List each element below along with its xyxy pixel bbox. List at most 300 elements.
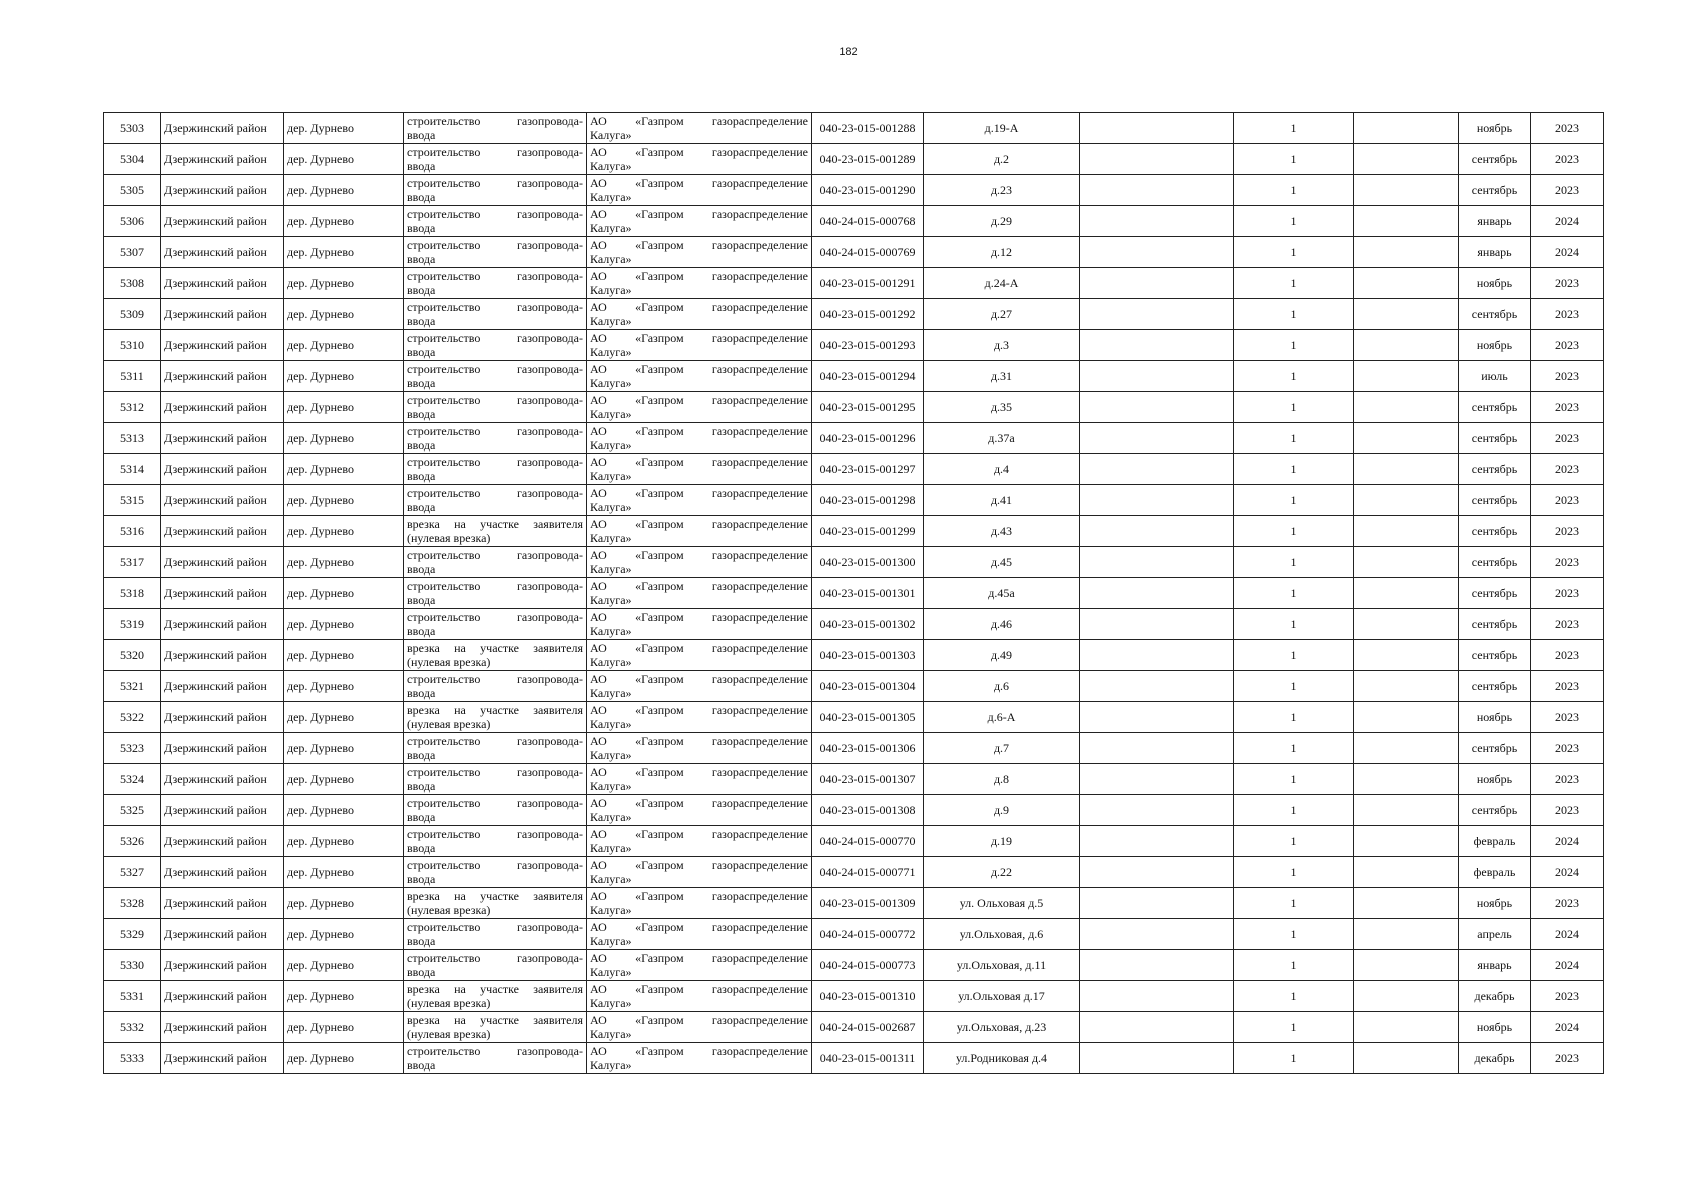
- organization-line-1: АО «Газпром газораспределение: [590, 1013, 808, 1027]
- work-type-cell: [404, 113, 587, 144]
- table-row: [104, 144, 1604, 175]
- work-type-line-2: ввода: [407, 562, 436, 576]
- organization-line-1: АО «Газпром газораспределение: [590, 145, 808, 159]
- table-row: [104, 1043, 1604, 1074]
- work-type-line-1: строительство газопровода-: [407, 331, 583, 345]
- organization-line-1: АО «Газпром газораспределение: [590, 207, 808, 221]
- year-cell: 2023: [1531, 330, 1604, 361]
- organization-line-2: Калуга»: [590, 562, 632, 576]
- organization-line-2: Калуга»: [590, 469, 632, 483]
- work-type-cell: [404, 330, 587, 361]
- empty-cell: [1354, 981, 1459, 1012]
- organization-line-2: Калуга»: [590, 221, 632, 235]
- work-type-line-2: ввода: [407, 376, 436, 390]
- organization-cell: [587, 888, 812, 919]
- empty-cell: [1354, 423, 1459, 454]
- address-cell: ул.Родниковая д.4: [924, 1043, 1080, 1074]
- district-cell: Дзержинский район: [161, 950, 284, 981]
- empty-cell: [1354, 206, 1459, 237]
- organization-line-2: Калуга»: [590, 407, 632, 421]
- month-cell: сентябрь: [1459, 144, 1531, 175]
- organization-line-2: Калуга»: [590, 655, 632, 669]
- work-type-line-1: врезка на участке заявителя: [407, 641, 583, 655]
- application-code-cell: 040-23-015-001301: [812, 578, 924, 609]
- organization-line-1: АО «Газпром газораспределение: [590, 796, 808, 810]
- year-cell: 2023: [1531, 671, 1604, 702]
- quantity-cell: 1: [1234, 733, 1354, 764]
- organization-line-2: Калуга»: [590, 903, 632, 917]
- village-cell: дер. Дурнево: [284, 299, 404, 330]
- village-cell: дер. Дурнево: [284, 516, 404, 547]
- address-cell: ул.Ольховая д.17: [924, 981, 1080, 1012]
- empty-cell: [1080, 330, 1234, 361]
- row-number-cell: 5317: [104, 547, 161, 578]
- empty-cell: [1354, 485, 1459, 516]
- table-row: [104, 206, 1604, 237]
- month-cell: сентябрь: [1459, 609, 1531, 640]
- work-type-line-1: строительство газопровода-: [407, 610, 583, 624]
- empty-cell: [1080, 764, 1234, 795]
- work-type-line-2: ввода: [407, 438, 436, 452]
- organization-line-1: АО «Газпром газораспределение: [590, 362, 808, 376]
- year-cell: 2023: [1531, 361, 1604, 392]
- work-type-line-1: строительство газопровода-: [407, 920, 583, 934]
- work-type-line-2: ввода: [407, 779, 436, 793]
- work-type-cell: [404, 485, 587, 516]
- empty-cell: [1354, 330, 1459, 361]
- empty-cell: [1354, 919, 1459, 950]
- address-cell: ул. Ольховая д.5: [924, 888, 1080, 919]
- empty-cell: [1354, 237, 1459, 268]
- year-cell: 2024: [1531, 826, 1604, 857]
- address-cell: ул.Ольховая, д.23: [924, 1012, 1080, 1043]
- village-cell: дер. Дурнево: [284, 392, 404, 423]
- work-type-line-1: строительство газопровода-: [407, 269, 583, 283]
- organization-line-2: Калуга»: [590, 841, 632, 855]
- work-type-line-2: ввода: [407, 500, 436, 514]
- application-code-cell: 040-23-015-001302: [812, 609, 924, 640]
- work-type-line-1: строительство газопровода-: [407, 393, 583, 407]
- address-cell: д.12: [924, 237, 1080, 268]
- organization-line-2: Калуга»: [590, 314, 632, 328]
- organization-line-1: АО «Газпром газораспределение: [590, 548, 808, 562]
- month-cell: сентябрь: [1459, 454, 1531, 485]
- work-type-cell: [404, 423, 587, 454]
- address-cell: д.27: [924, 299, 1080, 330]
- address-cell: д.2: [924, 144, 1080, 175]
- year-cell: 2023: [1531, 609, 1604, 640]
- work-type-line-2: ввода: [407, 314, 436, 328]
- work-type-line-2: ввода: [407, 965, 436, 979]
- table-row: [104, 702, 1604, 733]
- work-type-line-1: строительство газопровода-: [407, 579, 583, 593]
- village-cell: дер. Дурнево: [284, 919, 404, 950]
- organization-cell: [587, 1043, 812, 1074]
- empty-cell: [1080, 702, 1234, 733]
- table-body: [104, 113, 1604, 1074]
- work-type-cell: [404, 640, 587, 671]
- work-type-cell: [404, 268, 587, 299]
- quantity-cell: 1: [1234, 1043, 1354, 1074]
- quantity-cell: 1: [1234, 454, 1354, 485]
- work-type-line-2: ввода: [407, 407, 436, 421]
- district-cell: Дзержинский район: [161, 981, 284, 1012]
- organization-cell: [587, 671, 812, 702]
- organization-cell: [587, 423, 812, 454]
- address-cell: д.6-А: [924, 702, 1080, 733]
- village-cell: дер. Дурнево: [284, 113, 404, 144]
- application-code-cell: 040-24-015-000773: [812, 950, 924, 981]
- empty-cell: [1354, 547, 1459, 578]
- village-cell: дер. Дурнево: [284, 826, 404, 857]
- district-cell: Дзержинский район: [161, 423, 284, 454]
- district-cell: Дзержинский район: [161, 1012, 284, 1043]
- row-number-cell: 5308: [104, 268, 161, 299]
- organization-line-2: Калуга»: [590, 593, 632, 607]
- application-code-cell: 040-23-015-001299: [812, 516, 924, 547]
- village-cell: дер. Дурнево: [284, 795, 404, 826]
- empty-cell: [1354, 454, 1459, 485]
- table-row: [104, 237, 1604, 268]
- table-row: [104, 919, 1604, 950]
- month-cell: сентябрь: [1459, 175, 1531, 206]
- quantity-cell: 1: [1234, 547, 1354, 578]
- work-type-line-2: (нулевая врезка): [407, 531, 491, 545]
- organization-cell: [587, 640, 812, 671]
- organization-cell: [587, 268, 812, 299]
- row-number-cell: 5306: [104, 206, 161, 237]
- year-cell: 2023: [1531, 547, 1604, 578]
- village-cell: дер. Дурнево: [284, 144, 404, 175]
- empty-cell: [1080, 981, 1234, 1012]
- address-cell: д.9: [924, 795, 1080, 826]
- organization-line-2: Калуга»: [590, 345, 632, 359]
- application-code-cell: 040-24-015-000772: [812, 919, 924, 950]
- village-cell: дер. Дурнево: [284, 268, 404, 299]
- organization-line-2: Калуга»: [590, 283, 632, 297]
- work-type-line-2: ввода: [407, 159, 436, 173]
- village-cell: дер. Дурнево: [284, 671, 404, 702]
- month-cell: ноябрь: [1459, 1012, 1531, 1043]
- work-type-cell: [404, 950, 587, 981]
- year-cell: 2023: [1531, 795, 1604, 826]
- organization-line-1: АО «Газпром газораспределение: [590, 765, 808, 779]
- organization-line-1: АО «Газпром газораспределение: [590, 486, 808, 500]
- address-cell: д.37а: [924, 423, 1080, 454]
- table-row: [104, 640, 1604, 671]
- year-cell: 2023: [1531, 981, 1604, 1012]
- organization-line-2: Калуга»: [590, 996, 632, 1010]
- organization-cell: [587, 578, 812, 609]
- row-number-cell: 5305: [104, 175, 161, 206]
- village-cell: дер. Дурнево: [284, 609, 404, 640]
- village-cell: дер. Дурнево: [284, 1012, 404, 1043]
- empty-cell: [1354, 764, 1459, 795]
- district-cell: Дзержинский район: [161, 237, 284, 268]
- row-number-cell: 5329: [104, 919, 161, 950]
- empty-cell: [1354, 392, 1459, 423]
- year-cell: 2023: [1531, 268, 1604, 299]
- organization-cell: [587, 144, 812, 175]
- empty-cell: [1080, 888, 1234, 919]
- month-cell: январь: [1459, 206, 1531, 237]
- address-cell: д.4: [924, 454, 1080, 485]
- organization-line-2: Калуга»: [590, 159, 632, 173]
- organization-line-1: АО «Газпром газораспределение: [590, 517, 808, 531]
- table-row: [104, 113, 1604, 144]
- table-row: [104, 950, 1604, 981]
- quantity-cell: 1: [1234, 268, 1354, 299]
- empty-cell: [1080, 733, 1234, 764]
- work-type-line-2: ввода: [407, 748, 436, 762]
- work-type-line-2: (нулевая врезка): [407, 1027, 491, 1041]
- quantity-cell: 1: [1234, 857, 1354, 888]
- district-cell: Дзержинский район: [161, 702, 284, 733]
- address-cell: ул.Ольховая, д.11: [924, 950, 1080, 981]
- application-code-cell: 040-23-015-001306: [812, 733, 924, 764]
- organization-line-1: АО «Газпром газораспределение: [590, 579, 808, 593]
- month-cell: сентябрь: [1459, 423, 1531, 454]
- work-type-line-2: ввода: [407, 686, 436, 700]
- organization-cell: [587, 485, 812, 516]
- district-cell: Дзержинский район: [161, 733, 284, 764]
- village-cell: дер. Дурнево: [284, 175, 404, 206]
- organization-cell: [587, 733, 812, 764]
- work-type-line-1: строительство газопровода-: [407, 734, 583, 748]
- table-row: [104, 609, 1604, 640]
- empty-cell: [1354, 144, 1459, 175]
- work-type-line-1: строительство газопровода-: [407, 114, 583, 128]
- village-cell: дер. Дурнево: [284, 733, 404, 764]
- work-type-cell: [404, 516, 587, 547]
- work-type-line-2: ввода: [407, 934, 436, 948]
- village-cell: дер. Дурнево: [284, 423, 404, 454]
- village-cell: дер. Дурнево: [284, 237, 404, 268]
- district-cell: Дзержинский район: [161, 361, 284, 392]
- application-code-cell: 040-23-015-001290: [812, 175, 924, 206]
- empty-cell: [1354, 640, 1459, 671]
- table-row: [104, 392, 1604, 423]
- year-cell: 2023: [1531, 733, 1604, 764]
- row-number-cell: 5312: [104, 392, 161, 423]
- organization-cell: [587, 795, 812, 826]
- work-type-line-1: врезка на участке заявителя: [407, 703, 583, 717]
- work-type-cell: [404, 454, 587, 485]
- village-cell: дер. Дурнево: [284, 857, 404, 888]
- year-cell: 2023: [1531, 144, 1604, 175]
- row-number-cell: 5307: [104, 237, 161, 268]
- organization-line-1: АО «Газпром газораспределение: [590, 951, 808, 965]
- work-type-line-1: строительство газопровода-: [407, 796, 583, 810]
- month-cell: сентябрь: [1459, 392, 1531, 423]
- organization-line-2: Калуга»: [590, 376, 632, 390]
- quantity-cell: 1: [1234, 981, 1354, 1012]
- quantity-cell: 1: [1234, 206, 1354, 237]
- month-cell: сентябрь: [1459, 547, 1531, 578]
- village-cell: дер. Дурнево: [284, 981, 404, 1012]
- year-cell: 2023: [1531, 640, 1604, 671]
- organization-line-2: Калуга»: [590, 1058, 632, 1072]
- work-type-cell: [404, 702, 587, 733]
- district-cell: Дзержинский район: [161, 392, 284, 423]
- work-type-line-1: строительство газопровода-: [407, 548, 583, 562]
- work-type-cell: [404, 361, 587, 392]
- work-type-line-2: ввода: [407, 128, 436, 142]
- row-number-cell: 5332: [104, 1012, 161, 1043]
- year-cell: 2023: [1531, 516, 1604, 547]
- row-number-cell: 5325: [104, 795, 161, 826]
- work-type-cell: [404, 547, 587, 578]
- quantity-cell: 1: [1234, 113, 1354, 144]
- year-cell: 2023: [1531, 578, 1604, 609]
- work-type-line-2: ввода: [407, 810, 436, 824]
- organization-line-1: АО «Газпром газораспределение: [590, 300, 808, 314]
- work-type-line-1: врезка на участке заявителя: [407, 889, 583, 903]
- year-cell: 2023: [1531, 888, 1604, 919]
- empty-cell: [1080, 206, 1234, 237]
- application-code-cell: 040-23-015-001292: [812, 299, 924, 330]
- empty-cell: [1354, 361, 1459, 392]
- application-code-cell: 040-23-015-001296: [812, 423, 924, 454]
- village-cell: дер. Дурнево: [284, 454, 404, 485]
- application-code-cell: 040-23-015-001309: [812, 888, 924, 919]
- work-type-cell: [404, 981, 587, 1012]
- application-code-cell: 040-24-015-000768: [812, 206, 924, 237]
- organization-cell: [587, 237, 812, 268]
- empty-cell: [1080, 485, 1234, 516]
- organization-cell: [587, 702, 812, 733]
- month-cell: сентябрь: [1459, 516, 1531, 547]
- organization-cell: [587, 547, 812, 578]
- application-code-cell: 040-23-015-001303: [812, 640, 924, 671]
- work-type-cell: [404, 733, 587, 764]
- organization-line-2: Калуга»: [590, 190, 632, 204]
- organization-line-2: Калуга»: [590, 810, 632, 824]
- organization-line-2: Калуга»: [590, 748, 632, 762]
- organization-line-1: АО «Газпром газораспределение: [590, 827, 808, 841]
- table-row: [104, 175, 1604, 206]
- organization-line-1: АО «Газпром газораспределение: [590, 114, 808, 128]
- organization-cell: [587, 113, 812, 144]
- table-row: [104, 547, 1604, 578]
- month-cell: ноябрь: [1459, 888, 1531, 919]
- empty-cell: [1354, 888, 1459, 919]
- empty-cell: [1080, 1012, 1234, 1043]
- organization-line-2: Калуга»: [590, 934, 632, 948]
- row-number-cell: 5311: [104, 361, 161, 392]
- table-row: [104, 268, 1604, 299]
- work-type-cell: [404, 578, 587, 609]
- month-cell: июль: [1459, 361, 1531, 392]
- application-code-cell: 040-23-015-001300: [812, 547, 924, 578]
- empty-cell: [1080, 423, 1234, 454]
- table-row: [104, 888, 1604, 919]
- organization-line-1: АО «Газпром газораспределение: [590, 889, 808, 903]
- month-cell: ноябрь: [1459, 764, 1531, 795]
- work-type-cell: [404, 206, 587, 237]
- organization-cell: [587, 206, 812, 237]
- work-type-cell: [404, 795, 587, 826]
- work-type-line-1: строительство газопровода-: [407, 455, 583, 469]
- table-row: [104, 795, 1604, 826]
- work-type-cell: [404, 175, 587, 206]
- work-type-cell: [404, 764, 587, 795]
- quantity-cell: 1: [1234, 516, 1354, 547]
- empty-cell: [1080, 609, 1234, 640]
- organization-line-1: АО «Газпром газораспределение: [590, 455, 808, 469]
- quantity-cell: 1: [1234, 485, 1354, 516]
- organization-cell: [587, 950, 812, 981]
- work-type-line-2: ввода: [407, 469, 436, 483]
- district-cell: Дзержинский район: [161, 888, 284, 919]
- empty-cell: [1080, 361, 1234, 392]
- work-type-line-2: ввода: [407, 283, 436, 297]
- district-cell: Дзержинский район: [161, 516, 284, 547]
- organization-cell: [587, 981, 812, 1012]
- organization-cell: [587, 1012, 812, 1043]
- work-type-cell: [404, 671, 587, 702]
- empty-cell: [1080, 826, 1234, 857]
- organization-cell: [587, 857, 812, 888]
- row-number-cell: 5324: [104, 764, 161, 795]
- work-type-line-1: врезка на участке заявителя: [407, 982, 583, 996]
- village-cell: дер. Дурнево: [284, 950, 404, 981]
- address-cell: д.49: [924, 640, 1080, 671]
- organization-line-2: Калуга»: [590, 252, 632, 266]
- organization-cell: [587, 609, 812, 640]
- month-cell: сентябрь: [1459, 795, 1531, 826]
- year-cell: 2024: [1531, 206, 1604, 237]
- table-row: [104, 423, 1604, 454]
- quantity-cell: 1: [1234, 423, 1354, 454]
- organization-line-2: Калуга»: [590, 717, 632, 731]
- empty-cell: [1354, 578, 1459, 609]
- row-number-cell: 5333: [104, 1043, 161, 1074]
- application-code-cell: 040-23-015-001298: [812, 485, 924, 516]
- village-cell: дер. Дурнево: [284, 640, 404, 671]
- district-cell: Дзержинский район: [161, 144, 284, 175]
- work-type-line-2: ввода: [407, 872, 436, 886]
- quantity-cell: 1: [1234, 764, 1354, 795]
- organization-line-2: Калуга»: [590, 965, 632, 979]
- quantity-cell: 1: [1234, 702, 1354, 733]
- year-cell: 2023: [1531, 454, 1604, 485]
- quantity-cell: 1: [1234, 1012, 1354, 1043]
- application-code-cell: 040-23-015-001305: [812, 702, 924, 733]
- work-type-cell: [404, 888, 587, 919]
- organization-line-1: АО «Газпром газораспределение: [590, 393, 808, 407]
- work-type-line-1: строительство газопровода-: [407, 486, 583, 500]
- district-cell: Дзержинский район: [161, 206, 284, 237]
- year-cell: 2023: [1531, 423, 1604, 454]
- table-row: [104, 516, 1604, 547]
- district-cell: Дзержинский район: [161, 826, 284, 857]
- row-number-cell: 5326: [104, 826, 161, 857]
- table-row: [104, 578, 1604, 609]
- work-type-cell: [404, 299, 587, 330]
- row-number-cell: 5303: [104, 113, 161, 144]
- village-cell: дер. Дурнево: [284, 1043, 404, 1074]
- district-cell: Дзержинский район: [161, 547, 284, 578]
- empty-cell: [1080, 640, 1234, 671]
- work-type-line-1: строительство газопровода-: [407, 827, 583, 841]
- work-type-line-2: ввода: [407, 190, 436, 204]
- organization-line-2: Калуга»: [590, 624, 632, 638]
- application-code-cell: 040-23-015-001311: [812, 1043, 924, 1074]
- empty-cell: [1354, 113, 1459, 144]
- empty-cell: [1080, 268, 1234, 299]
- district-cell: Дзержинский район: [161, 857, 284, 888]
